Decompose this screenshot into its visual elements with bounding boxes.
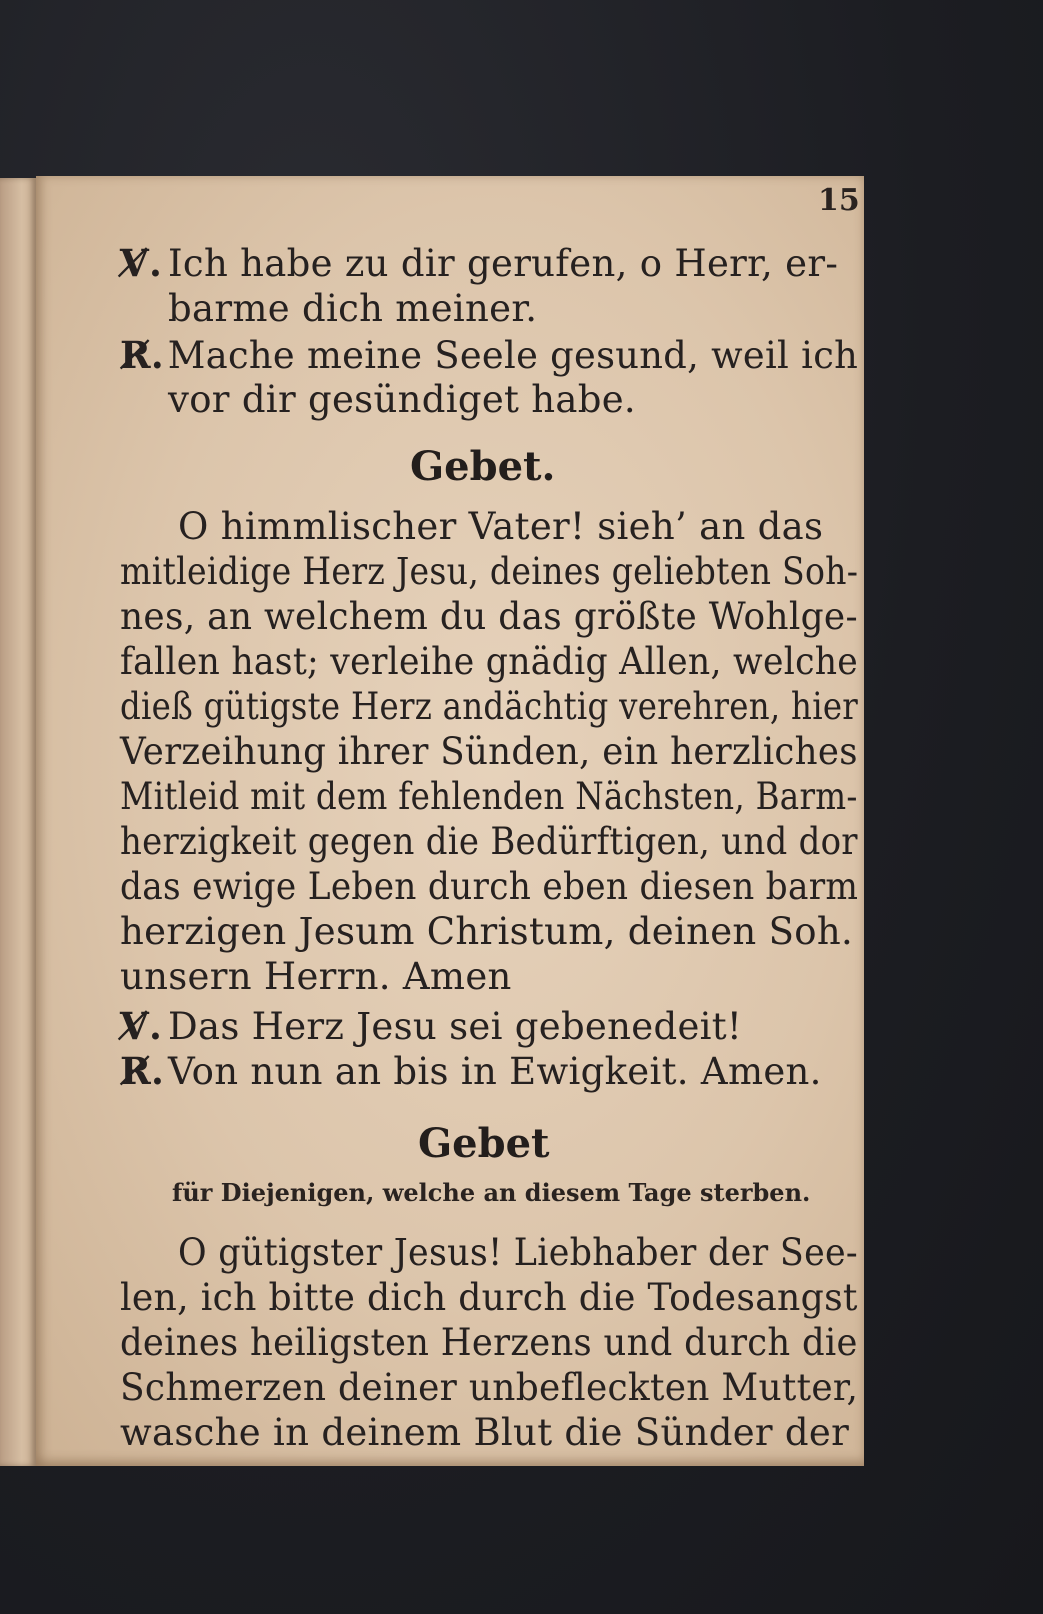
prayer-line: herzigen Jesum Christum, deinen Soh. xyxy=(120,910,854,953)
prayer-line: len, ich bitte dich durch die Todesangst xyxy=(120,1276,858,1319)
prayer-line: das ewige Leben durch eben diesen barm xyxy=(120,865,859,908)
prayer-heading: Gebet. xyxy=(410,443,556,490)
prayer-line: nes, an welchem du das größte Wohlge- xyxy=(120,595,858,638)
prayer-line: Verzeihung ihrer Sünden, ein herzliches xyxy=(120,730,858,773)
response-text: Von nun an bis in Ewigkeit. Amen. xyxy=(168,1050,822,1093)
prayer-line: mitleidige Herz Jesu, deines geliebten Soh- xyxy=(120,550,859,593)
prayer-line: dieß gütigste Herz andächtig verehren, hier xyxy=(120,685,859,728)
previous-page-edge xyxy=(0,178,36,1466)
versicle-marker: V̸. xyxy=(120,1004,163,1048)
prayer-line: deines heiligsten Herzens und durch die xyxy=(120,1321,858,1364)
prayer-subheading: für Diejenigen, welche an diesem Tage sterben. xyxy=(172,1178,811,1207)
response-line xyxy=(120,333,859,377)
response-text: Mache meine Seele gesund, weil ich xyxy=(167,334,859,377)
prayer-line: O himmlischer Vater! sieh’ an das xyxy=(178,505,824,548)
versicle-line xyxy=(120,241,839,285)
versicle-line xyxy=(120,1004,743,1048)
response-line xyxy=(120,1049,822,1093)
prayer-heading: Gebet xyxy=(418,1120,550,1167)
prayer-line: unsern Herrn. Amen xyxy=(120,955,512,998)
page-number: 15 xyxy=(818,183,860,218)
response-marker: R̸. xyxy=(120,1049,165,1093)
response-continuation: vor dir gesündiget habe. xyxy=(168,378,636,421)
prayer-line: fallen hast; verleihe gnädig Allen, welche xyxy=(120,640,859,683)
versicle-marker: V̸. xyxy=(120,241,163,285)
prayer-line: O gütigster Jesus! Liebhaber der See- xyxy=(178,1231,859,1274)
versicle-continuation: barme dich meiner. xyxy=(168,287,538,330)
versicle-text: Ich habe zu dir gerufen, o Herr, er- xyxy=(168,242,839,285)
prayer-line: Schmerzen deiner unbefleckten Mutter, xyxy=(120,1366,859,1409)
prayer-line: wasche in deinem Blut die Sünder der xyxy=(120,1411,850,1454)
prayer-line: Mitleid mit dem fehlenden Nächsten, Barm- xyxy=(120,775,858,818)
prayer-line: herzigkeit gegen die Bedürftigen, und dor xyxy=(120,820,858,863)
versicle-text: Das Herz Jesu sei gebenedeit! xyxy=(168,1005,743,1048)
response-marker: R̸. xyxy=(120,333,164,377)
